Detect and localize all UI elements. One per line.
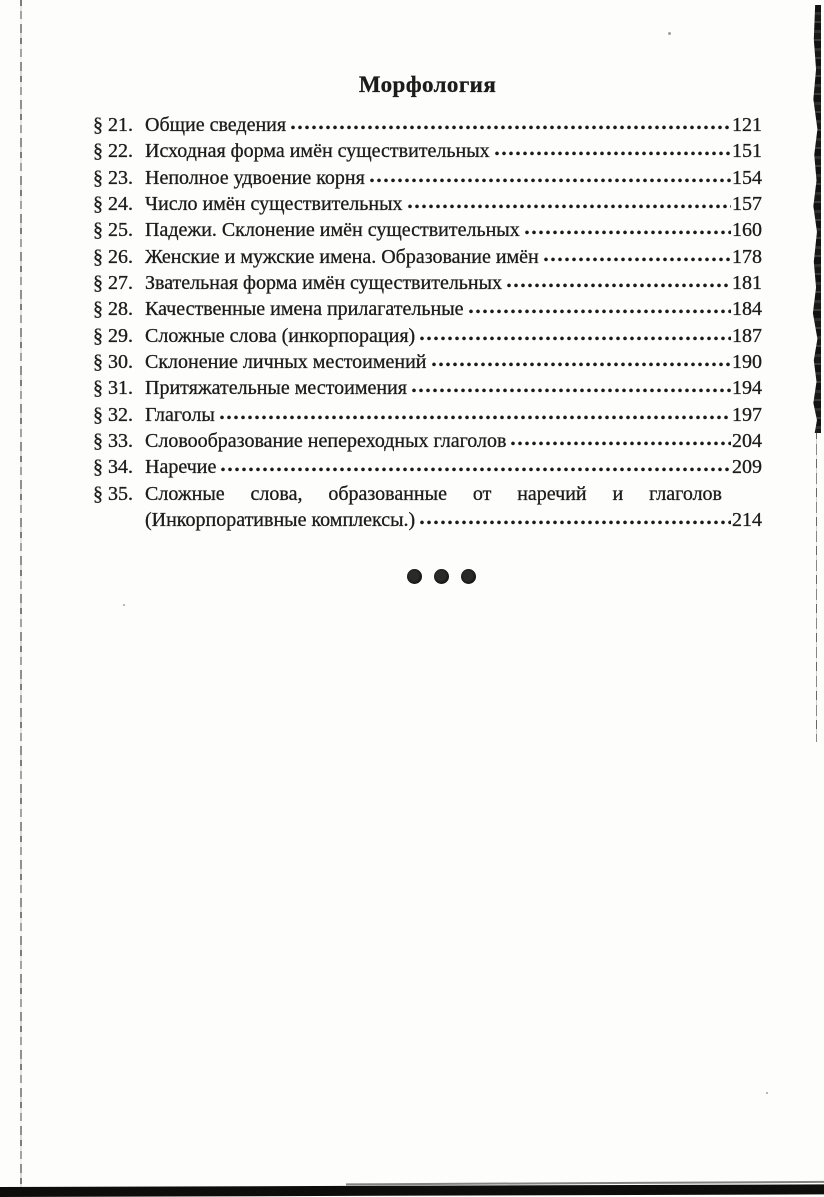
toc-entry-marker: § 22. [93,140,133,163]
toc-entry-page: 154 [732,166,762,189]
toc-entry [93,296,762,322]
toc-entry-line1 [93,138,762,164]
toc-entry-title: Женские и мужские имена. Образование имён [145,245,539,268]
dot-icon [407,569,422,584]
toc-entry-title: Падежи. Склонение имён существительных [145,219,520,242]
dot-icon [434,569,449,584]
dot-leader [419,518,731,526]
toc-entry-line1 [93,402,762,428]
toc-entry-marker: § 23. [93,166,133,189]
page-content [93,0,762,584]
section-title: Морфология [358,72,497,97]
toc-entry-marker: § 35. [93,482,133,505]
toc-entry-marker: § 29. [93,324,133,347]
toc-entry-title: Наречие [145,456,217,479]
toc-entry-marker: § 30. [93,351,133,374]
toc-entry-title: Словообразование непереходных глаголов [145,430,507,453]
toc-entry-title: Звательная форма имён существительных [145,272,503,295]
toc-entry [93,270,762,296]
dot-leader [510,439,731,447]
toc-list [93,112,762,534]
toc-entry [93,217,762,243]
toc-entry-page: 214 [732,509,762,532]
dot-leader [524,228,731,236]
toc-entry-page: 187 [732,324,762,347]
scan-left-edge-line [20,0,22,1190]
toc-entry-marker: § 21. [93,114,133,136]
toc-entry-line1 [93,454,762,480]
toc-entry-line1 [93,428,762,454]
toc-entry [93,244,762,270]
toc-entry-marker: § 24. [93,193,133,216]
toc-entry-line1 [93,323,762,349]
toc-entry-title: Число имён существительных [145,193,403,216]
dot-icon [461,569,476,584]
toc-entry-marker: § 28. [93,298,133,321]
dot-leader [411,386,731,394]
dot-leader [407,202,731,210]
toc-entry-marker: § 27. [93,272,133,295]
toc-entry-line1 [93,481,762,507]
toc-entry-marker: § 32. [93,403,133,426]
toc-entry [93,454,762,480]
section-end-ornament [107,569,776,584]
toc-entry-line1 [93,244,762,270]
toc-entry-page: 178 [732,245,762,268]
toc-entry [93,375,762,401]
toc-entry-marker: § 34. [93,456,133,479]
toc-entry-title: Глаголы [145,403,215,426]
toc-entry-page: 181 [732,272,762,295]
scan-speck [766,1092,768,1094]
toc-entry-line1 [93,349,762,375]
toc-entry-page: 204 [732,430,762,453]
dot-leader [506,281,731,289]
toc-entry-title: Общие сведения [145,114,287,136]
toc-entry-line1 [93,165,762,191]
toc-entry-line1 [93,296,762,322]
toc-entry [93,165,762,191]
toc-entry-title: Сложные слова, образованные от наречий и глаголов [145,482,722,505]
toc-entry-title: Притяжательные местоимения [145,377,407,400]
dot-leader [219,413,731,421]
toc-entry-line1 [93,191,762,217]
dot-leader [369,176,731,184]
toc-entry-title: Неполное удвоение корня [145,166,365,189]
dot-leader [419,334,731,342]
toc-entry-title: Качественные имена прилагательные [145,298,464,321]
toc-entry-line1 [93,112,762,138]
toc-entry-page: 121 [732,114,762,136]
scan-right-edge-line [816,430,818,742]
toc-entry-line1 [93,270,762,296]
toc-entry [93,349,762,375]
toc-entry-marker: § 31. [93,377,133,400]
toc-entry-page: 184 [732,298,762,321]
toc-entry [93,323,762,349]
toc-entry-page: 197 [732,403,762,426]
toc-entry [93,481,762,534]
toc-entry-marker: § 33. [93,430,133,453]
toc-entry-marker: § 26. [93,245,133,268]
dot-leader [431,360,731,368]
toc-entry [93,428,762,454]
toc-entry-line2 [145,507,762,533]
toc-entry-marker: § 25. [93,219,133,242]
dot-leader [290,123,731,131]
scan-speck [123,604,125,606]
toc-entry-title: Исходная форма имён существительных [145,140,490,163]
toc-entry-title: Склонение личных местоимений [145,351,427,374]
toc-entry-page: 194 [732,377,762,400]
toc-entry-page: 209 [732,456,762,479]
toc-entry [93,138,762,164]
toc-entry-title: Сложные слова (инкорпорация) [145,324,416,347]
toc-entry-line1 [93,375,762,401]
dot-leader [543,255,731,263]
toc-entry-title-continued: (Инкорпоративные комплексы.) [145,509,416,532]
toc-entry [93,402,762,428]
dot-leader [494,149,731,157]
toc-entry-line1 [93,217,762,243]
toc-entry-page: 160 [732,219,762,242]
toc-entry-page: 190 [732,351,762,374]
toc-entry-page: 151 [732,140,762,163]
toc-entry [93,191,762,217]
toc-entry-page: 157 [732,193,762,216]
dot-leader [220,465,731,473]
toc-entry [93,112,762,138]
dot-leader [468,307,731,315]
